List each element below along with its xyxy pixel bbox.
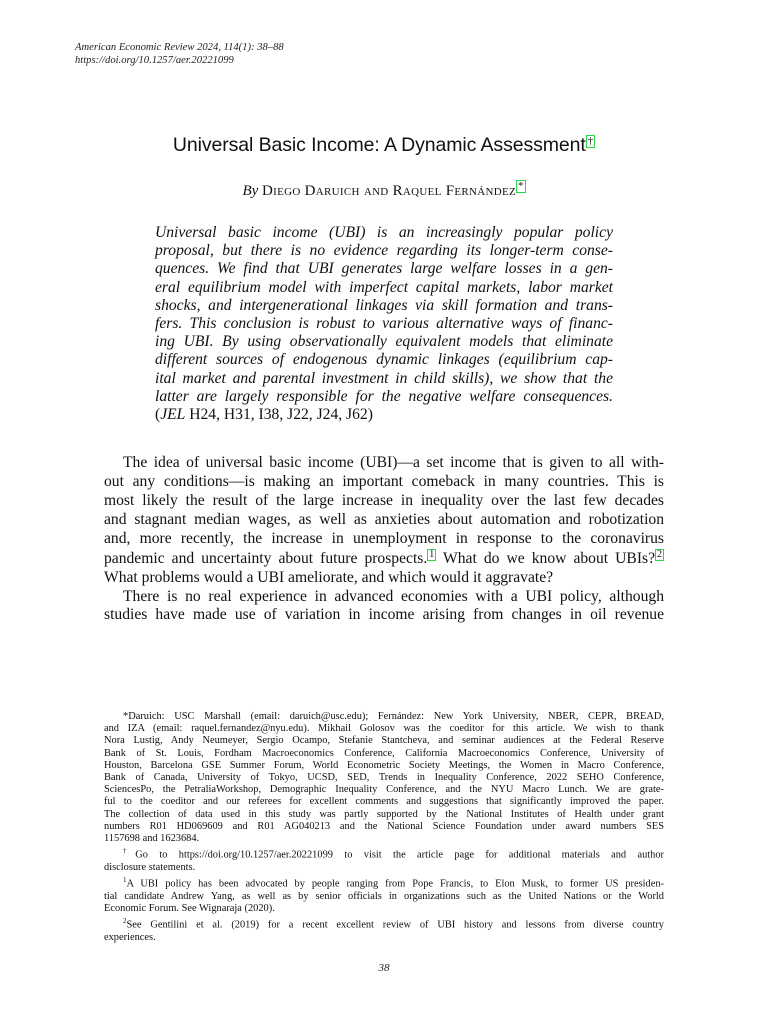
abstract-line: ital market and parental investment in child skills), we show that the: [155, 369, 613, 387]
paragraph-1-line: and, more recently, the increase in unemployment in response to the coronavirus: [104, 529, 664, 547]
footnote-1-line: [104, 874, 664, 891]
footnote-star-text: Daruich: USC Marshall (email: daruich@usc.edu); Fernández: New York University, NBER, CEPR, BREAD,: [128, 711, 664, 722]
paragraph-2-line: There is no real experience in advanced economies with a UBI policy, although: [123, 587, 664, 605]
footnote-2-link[interactable]: 2: [657, 548, 663, 560]
footnote-star-line: Houston, Barcelona GSE Summer Forum, World Econometric Society Meetings, the Women in Macro Conference,: [104, 759, 664, 771]
footnote-star-line: SciencesPo, the PetraliaWorkshop, Demographic Inequality Conference, and the NYU Macro Lunch. We are grate-: [104, 784, 664, 796]
abstract-line: proposal, but there is no evidence regarding its longer-term conse-: [155, 242, 613, 260]
abstract: [155, 224, 613, 424]
journal-citation: American Economic Review 2024, 114(1): 38–88: [75, 42, 284, 53]
paragraph-1-line: and stagnant median wages, as well as anxieties about automation and robotization: [104, 510, 664, 528]
footnote-2-line: experiences.: [104, 931, 156, 943]
body-text: [104, 454, 664, 625]
paragraph-1-text: What do we know about UBIs?: [436, 549, 656, 567]
author-names: Diego Daruich and Raquel Fernández: [262, 183, 517, 199]
paragraph-1-line: [104, 549, 664, 569]
paragraph-1-line: What problems would a UBI ameliorate, and which would it aggravate?: [104, 568, 554, 586]
jel-codes: (JEL H24, H31, I38, J22, J24, J62): [155, 406, 373, 424]
paragraph-1-line: most likely the result of the large increase in inequality over the last few decades: [104, 491, 664, 509]
author-byline: [0, 180, 768, 200]
author-footnote-link[interactable]: *: [518, 180, 524, 192]
footnote-star-line: The collection of data used in this study was partly supported by the National Institutes of Health under grant: [104, 808, 664, 820]
footnote-1-link[interactable]: 1: [429, 548, 435, 560]
footnote-star-line: ful to the coeditor and our referees for excellent comments and suggestions that significantly improved the paper.: [104, 796, 664, 808]
footnote-1-mark: 1: [123, 876, 127, 885]
footnote-dagger-line: disclosure statements.: [104, 861, 196, 873]
abstract-line: latter are largely responsible for the negative welfare consequences.: [155, 387, 613, 405]
paragraph-1-text: pandemic and uncertainty about future prospects.: [104, 549, 428, 567]
footnote-star-line: 1157698 and 1623684.: [104, 833, 200, 845]
footnote-2-mark: 2: [123, 917, 127, 926]
doi-link[interactable]: https://doi.org/10.1257/aer.20221099: [75, 55, 234, 66]
footnote-dagger-line: [104, 845, 664, 862]
paragraph-2-line: studies have made use of variation in income arising from changes in oil revenue: [104, 606, 664, 624]
footnote-star-line: Nora Lustig, Andy Neumeyer, Sergio Ocampo, Stefanie Stantcheva, and seminar audiences at the Federal Reserve: [104, 735, 664, 747]
abstract-line: different sources of endogenous dynamic linkages (equilibrium cap-: [155, 351, 613, 369]
page-number: 38: [378, 962, 390, 974]
abstract-line: Universal basic income (UBI) is an increasingly popular policy: [155, 224, 613, 241]
paragraph-1-line: out any conditions—is making an important comeback in many countries. This is: [104, 472, 664, 490]
footnote-star-line: Bank of Canada, University of Tokyo, UCSD, SED, Trends in Inequality Conference, 2022 SEHO Conference,: [104, 772, 664, 784]
footnote-1-text: A UBI policy has been advocated by people ranging from Pope Francis, to Elon Musk, to former US presiden-: [126, 878, 664, 890]
paragraph-1-line: The idea of universal basic income (UBI)—a set income that is given to all with-: [123, 454, 664, 471]
abstract-line: shocks, and intergenerational linkages via skill formation and trans-: [155, 296, 613, 314]
abstract-line: ing UBI. By using observationally equivalent models that eliminate: [155, 333, 613, 351]
paper-title-text: Universal Basic Income: A Dynamic Assessment: [172, 134, 586, 156]
footnote-dagger-mark: †: [123, 847, 136, 856]
footnote-star-line: [104, 711, 664, 723]
footnote-star-mark: *: [123, 711, 129, 722]
footnote-1-line: tial candidate Andrew Yang, as well as by senior officials in organizations such as the United Nations or the World: [104, 890, 664, 902]
footnote-star-line: numbers R01 HD069609 and R01 AG040213 and the National Science Foundation under award numbers SES: [104, 820, 664, 832]
jel-label: JEL: [160, 406, 186, 424]
byline-by: By: [242, 183, 259, 199]
jel-code-list: H24, H31, I38, J22, J24, J62: [189, 406, 368, 424]
footnote-dagger-text: Go to https://doi.org/10.1257/aer.20221099 to visit the article page for additional materials and author: [135, 849, 665, 861]
footnote-star-line: and IZA (email: raquel.fernandez@nyu.edu). Mikhail Golosov was the coeditor for this article. We wish to thank: [104, 723, 664, 735]
title-footnote-link[interactable]: †: [587, 134, 594, 147]
footnotes: [104, 711, 664, 944]
footnote-2-line: [104, 915, 664, 932]
abstract-line: fers. This conclusion is robust to various alternative ways of financ-: [155, 315, 613, 333]
abstract-line: eral equilibrium model with imperfect capital markets, labor market: [155, 278, 613, 296]
footnote-star-line: Bank of St. Louis, Fordham Macroeconomics Conference, California Macroeconomics Conference, University of: [104, 747, 664, 759]
footnote-1-line: Economic Forum. See Wignaraja (2020).: [104, 902, 275, 914]
abstract-line: quences. We find that UBI generates large welfare losses in a gen-: [155, 260, 613, 278]
paper-title: [0, 134, 768, 157]
footnote-2-text: See Gentilini et al. (2019) for a recent excellent review of UBI history and lessons from diverse country: [126, 919, 664, 931]
